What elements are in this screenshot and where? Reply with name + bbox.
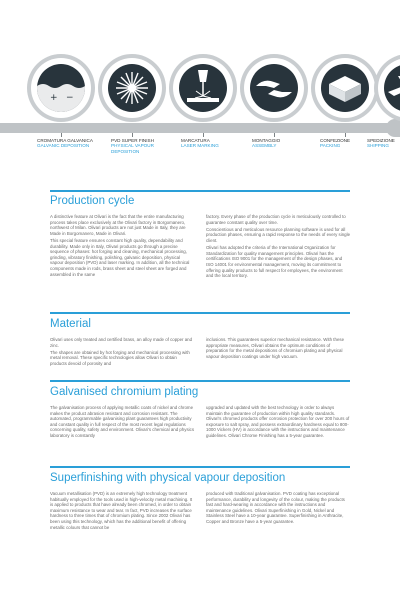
- stage-galvanic-circle: [31, 58, 91, 118]
- stage-pvd-circle: [102, 58, 162, 118]
- text-column-right: [206, 214, 350, 280]
- stage-label-it: MARCATURA: [181, 138, 210, 143]
- stage-label-en: LASER MARKING: [181, 143, 219, 149]
- stage-label-pvd: [111, 138, 175, 154]
- stage-icon-bg: [37, 64, 85, 112]
- svg-text:−: −: [66, 93, 74, 103]
- text-column-left: [50, 214, 194, 280]
- text-column-right: [206, 491, 350, 532]
- section-body-galvanised: [50, 405, 350, 440]
- svg-text:+: +: [50, 93, 58, 103]
- paragraph: factory. Every phase of the production cycle is meticulously controlled to guarantee constant quality over time.: [206, 214, 346, 225]
- stage-tick: [203, 133, 204, 137]
- stage-tick: [61, 133, 62, 137]
- stage-label-shipping: [367, 138, 400, 149]
- stage-label-it: MONTAGGIO: [252, 138, 281, 143]
- stage-label-en: GALVANIC DEPOSITION: [37, 143, 90, 149]
- sunburst-icon: [108, 64, 156, 112]
- paragraph: inclusions. This guarantees superior mechanical resistance. With these appropriate measures, Olivari obtains the optimum conditions of preparation for the metal depositions of chromium plating and physical vapour deposition coatings under high vacuum.: [206, 337, 345, 359]
- paragraph: Olivari has adopted the criteria of the International Organization for Standardization for quality management principles. Olivari has the certifications ISO 9001 for the management of the design phases, and ISO 14001 for environmental management, moving its commitment to offering quality products to full respect for employees, the environment and the local territory.: [206, 245, 343, 279]
- airplane-icon: [384, 64, 400, 112]
- box-icon: [321, 64, 369, 112]
- paragraph: Conscientious and meticulous resource planning software is used for all production phases, ensuring a rapid response to the needs of every single client.: [206, 226, 351, 243]
- section-rule: [50, 380, 350, 382]
- paragraph: This special feature ensures constant high quality, dependability and durability. Made only in Italy, Olivari products go through a precise sequence of phases: hot forging and cleaning, mechanical processing, grinding, vibratory finishing, polishing, galvanic deposition, physical vapour deposition (PVD) and laser marking. In addition, all the technical components made in rods, brass sheet and steel sheet are forged and assembled in the same: [50, 237, 190, 277]
- section-body-production: [50, 214, 350, 280]
- text-column-left: [50, 491, 194, 532]
- process-strip: [0, 0, 400, 154]
- stage-assembly-circle: [244, 58, 304, 118]
- section-rule: [50, 190, 350, 192]
- stage-label-galvanic: [37, 138, 101, 149]
- stage-label-it: SPEDIZIONE: [367, 138, 395, 143]
- section-title-production: Production cycle: [50, 195, 135, 207]
- section-title-galvanised: Galvanised chromium plating: [50, 386, 199, 398]
- paragraph: Olivari uses only treated and certified brass, an alloy made of copper and zinc.: [50, 337, 193, 348]
- text-column-right: [206, 337, 350, 368]
- section-rule: [50, 466, 350, 468]
- stage-label-en: ASSEMBLY: [252, 143, 277, 149]
- stage-tick: [274, 133, 275, 137]
- hands-icon: [250, 64, 298, 112]
- section-title-pvd: Superfinishing with physical vapour deposition: [50, 472, 286, 484]
- paragraph: The galvanisation process of applying metallic coats of nickel and chrome makes the product abrasion resistant and corrosion resistant. The automated, programmable galvanising plant guarantees high productivity and constant quality in full respect of the most recent legal regulations concerning quality, safety and environment. Olivari's chemical and physics laboratory is constantly: [50, 405, 195, 438]
- stage-label-en: PHYSICAL VAPOUR DEPOSITION: [111, 143, 154, 154]
- paragraph: The shapes are obtained by hot forging and mechanical processing with metal removal. These specific technologies allow Olivari to obtain products devoid of porosity and: [50, 349, 190, 366]
- stage-label-laser: [181, 138, 245, 149]
- section-title-material: Material: [50, 318, 91, 330]
- stage-label-en: PACKING: [320, 143, 341, 149]
- paragraph: upgraded and updated with the best technology in order to always maintain the guarantee of production within high quality standards. Olivari's chromed products offer corrosion protection for over 200 hours of exposure to salt spray, and possess extraordinary hardness equal to 800-1000 Vickers (HV) in accordance with the instructions and maintenance guidelines. Olivari Chrome Finishing has a 5-year guarantee.: [206, 405, 350, 438]
- laser-icon: [179, 64, 227, 112]
- text-column-left: [50, 405, 194, 440]
- section-rule: [50, 312, 350, 314]
- process-track-end: [386, 119, 400, 137]
- paragraph: A distinctive feature at Olivari is the fact that the entire manufacturing process takes place exclusively at the Olivari factory in Borgomanero, northwest of Milan. Olivari products are not just Made in Italy, they are Made in Borgomanero, Made in Olivari.: [50, 214, 186, 236]
- process-track: [0, 123, 400, 133]
- text-column-left: [50, 337, 194, 368]
- galvanic-bath-icon: [37, 64, 85, 112]
- stage-tick: [132, 133, 133, 137]
- stage-tick: [345, 133, 346, 137]
- section-body-pvd: [50, 491, 350, 532]
- paragraph: produced with traditional galvanisation. PVD coating has exceptional performance, durability and longevity of the colour, making the products fast and hard-wearing in accordance with the instructions and maintenance guidelines. Olivari Superfinishing in Gold, Nickel and Stainless Steel have a 10-year guarantee. Superfinishing in Anthracite, Copper and Bronze have a 5-year guarantee.: [206, 491, 345, 524]
- stage-label-assembly: [252, 138, 316, 149]
- stage-label-it: CONFEZIONE: [320, 138, 351, 143]
- section-body-material: [50, 337, 350, 368]
- text-column-right: [206, 405, 350, 440]
- stage-laser-circle: [173, 58, 233, 118]
- paragraph: Vacuum metallisation (PVD) is an extremely high technology treatment habitually employed for the tools used in high-velocity metal machining. It is applied to products that have already been chromed, in order to obtain maximum resistance to wear and tear. In fact, PVD increases the surface hardness to three times that of chromium plating. Since 2002 Olivari has been using this technology, which has the additional benefit of offering metallic colours that cannot be: [50, 491, 193, 530]
- stage-label-en: SHIPPING: [367, 143, 389, 149]
- stage-label-it: PVD SUPER FINISH: [111, 138, 154, 143]
- stage-label-it: CROMATURA GALVANICA: [37, 138, 93, 143]
- stage-packing-circle: [315, 58, 375, 118]
- stage-shipping-circle: [378, 58, 400, 118]
